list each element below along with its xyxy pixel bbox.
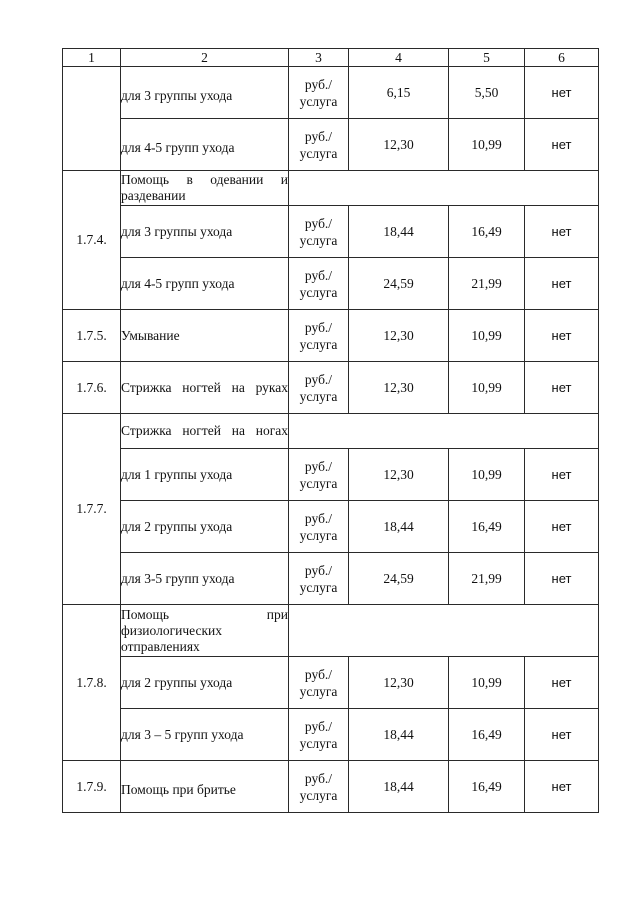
service-description: для 1 группы ухода [121, 449, 289, 501]
unit-text: руб./ [304, 319, 333, 335]
service-description: для 4-5 групп ухода [121, 119, 289, 171]
table-row [63, 605, 599, 657]
unit-text: услуга [299, 475, 338, 491]
vat-cell: нет [525, 119, 599, 171]
unit-cell [289, 206, 349, 258]
service-description [121, 362, 289, 414]
service-title [121, 171, 289, 206]
price-cell: 12,30 [349, 119, 449, 171]
table-row [63, 761, 599, 813]
service-title-text: Помощь при физиологических отправлениях [121, 606, 288, 654]
unit-text: руб./ [304, 371, 333, 387]
service-description: Помощь при бритье [121, 761, 289, 813]
unit-text: руб./ [304, 718, 333, 734]
price-cell: 12,30 [349, 362, 449, 414]
service-title-text: Помощь в одевании и раздевании [121, 172, 288, 203]
unit-text: услуга [299, 388, 338, 404]
unit-text: услуга [299, 232, 338, 248]
vat-cell: нет [525, 449, 599, 501]
unit-text: руб./ [304, 215, 333, 231]
vat-cell: нет [525, 709, 599, 761]
table-header-row [63, 49, 599, 67]
table-row [63, 362, 599, 414]
table-row [63, 119, 599, 171]
table-row [63, 501, 599, 553]
unit-cell [289, 310, 349, 362]
table-row [63, 414, 599, 449]
table-row [63, 709, 599, 761]
price-cell: 16,49 [449, 761, 525, 813]
column-header: 4 [349, 49, 449, 67]
service-description: для 3 группы ухода [121, 206, 289, 258]
table-row [63, 206, 599, 258]
price-cell: 16,49 [449, 501, 525, 553]
vat-cell: нет [525, 362, 599, 414]
price-cell: 12,30 [349, 657, 449, 709]
price-cell: 24,59 [349, 553, 449, 605]
unit-cell [289, 501, 349, 553]
unit-text: руб./ [304, 128, 333, 144]
unit-cell [289, 553, 349, 605]
service-title [121, 414, 289, 449]
table-row [63, 258, 599, 310]
vat-cell: нет [525, 206, 599, 258]
unit-cell [289, 761, 349, 813]
unit-text: услуга [299, 735, 338, 751]
price-cell: 12,30 [349, 310, 449, 362]
unit-text: услуга [299, 93, 338, 109]
item-code-cell: 1.7.4. [63, 171, 121, 310]
column-header: 3 [289, 49, 349, 67]
empty-merged-cell [289, 171, 599, 206]
price-cell: 18,44 [349, 501, 449, 553]
price-cell: 18,44 [349, 709, 449, 761]
unit-text: услуга [299, 145, 338, 161]
unit-cell [289, 119, 349, 171]
vat-cell: нет [525, 67, 599, 119]
unit-cell [289, 657, 349, 709]
service-description: для 2 группы ухода [121, 501, 289, 553]
unit-cell [289, 362, 349, 414]
price-cell: 12,30 [349, 449, 449, 501]
unit-text: услуга [299, 336, 338, 352]
empty-merged-cell [289, 414, 599, 449]
unit-cell [289, 449, 349, 501]
item-code-cell: 1.7.9. [63, 761, 121, 813]
unit-text: руб./ [304, 510, 333, 526]
table-row [63, 310, 599, 362]
price-cell: 24,59 [349, 258, 449, 310]
service-description: для 3 – 5 групп ухода [121, 709, 289, 761]
unit-text: руб./ [304, 770, 333, 786]
unit-text: руб./ [304, 458, 333, 474]
unit-text: руб./ [304, 267, 333, 283]
column-header: 1 [63, 49, 121, 67]
vat-cell: нет [525, 310, 599, 362]
service-description: для 4-5 групп ухода [121, 258, 289, 310]
price-cell: 5,50 [449, 67, 525, 119]
unit-text: услуга [299, 787, 338, 803]
unit-text: руб./ [304, 76, 333, 92]
price-cell: 10,99 [449, 657, 525, 709]
price-cell: 10,99 [449, 310, 525, 362]
price-cell: 18,44 [349, 206, 449, 258]
table-row [63, 171, 599, 206]
unit-text: услуга [299, 527, 338, 543]
item-code-cell: 1.7.5. [63, 310, 121, 362]
column-header: 6 [525, 49, 599, 67]
table-row [63, 67, 599, 119]
price-cell: 10,99 [449, 362, 525, 414]
unit-text: услуга [299, 579, 338, 595]
unit-text: услуга [299, 284, 338, 300]
vat-cell: нет [525, 761, 599, 813]
service-description: для 3-5 групп ухода [121, 553, 289, 605]
price-cell: 10,99 [449, 449, 525, 501]
price-cell: 21,99 [449, 553, 525, 605]
tariff-table [62, 48, 599, 813]
unit-cell [289, 67, 349, 119]
table-row [63, 657, 599, 709]
item-code-cell: 1.7.6. [63, 362, 121, 414]
service-description: для 2 группы ухода [121, 657, 289, 709]
unit-cell [289, 258, 349, 310]
price-cell: 16,49 [449, 709, 525, 761]
column-header: 5 [449, 49, 525, 67]
table-row [63, 449, 599, 501]
service-title-text: Стрижка ногтей на ногах [121, 423, 288, 438]
unit-text: руб./ [304, 562, 333, 578]
vat-cell: нет [525, 553, 599, 605]
service-description: Умывание [121, 310, 289, 362]
item-code-cell [63, 67, 121, 171]
vat-cell: нет [525, 501, 599, 553]
price-cell: 10,99 [449, 119, 525, 171]
service-description: для 3 группы ухода [121, 67, 289, 119]
item-code-cell: 1.7.7. [63, 414, 121, 605]
empty-merged-cell [289, 605, 599, 657]
item-code-cell: 1.7.8. [63, 605, 121, 761]
table-row [63, 553, 599, 605]
unit-text: руб./ [304, 666, 333, 682]
price-cell: 6,15 [349, 67, 449, 119]
price-cell: 18,44 [349, 761, 449, 813]
service-description-text: Стрижка ногтей на руках [121, 379, 288, 395]
vat-cell: нет [525, 657, 599, 709]
price-cell: 21,99 [449, 258, 525, 310]
vat-cell: нет [525, 258, 599, 310]
unit-text: услуга [299, 683, 338, 699]
service-title [121, 605, 289, 657]
unit-cell [289, 709, 349, 761]
price-cell: 16,49 [449, 206, 525, 258]
column-header: 2 [121, 49, 289, 67]
